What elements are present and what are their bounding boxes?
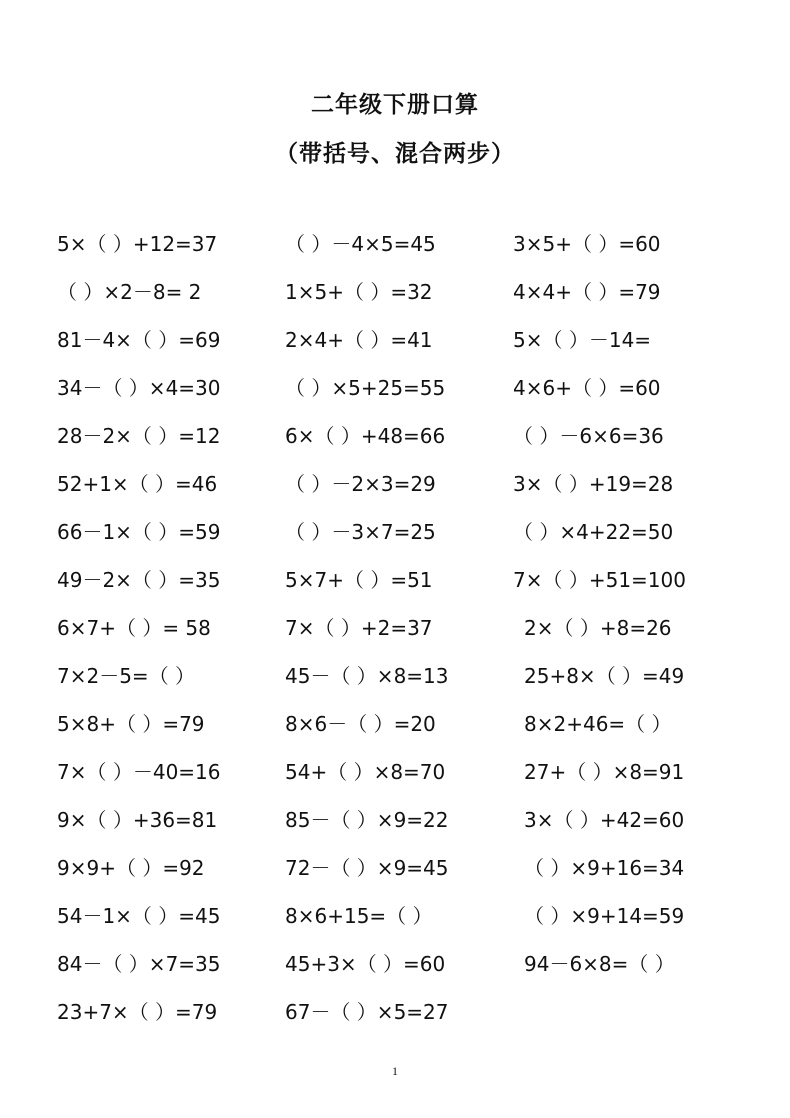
problem-row	[0, 227, 790, 275]
problem: 6×7+（ ）= 58	[57, 616, 211, 640]
problem: （ ）－2×3=29	[285, 472, 436, 496]
problem: 9×（ ）+36=81	[57, 808, 218, 832]
problem: 23+7×（ ）=79	[57, 1000, 218, 1024]
problem: （ ）×9+14=59	[524, 904, 685, 928]
problem: 27+（ ）×8=91	[524, 760, 685, 784]
problem: （ ）－3×7=25	[285, 520, 436, 544]
problem-row	[0, 899, 790, 947]
problem: 52+1×（ ）=46	[57, 472, 218, 496]
problem: （ ）×2－8= 2	[57, 280, 202, 304]
problem: 9×9+（ ）=92	[57, 856, 205, 880]
problem: 2×4+（ ）=41	[285, 328, 433, 352]
problem: 3×5+（ ）=60	[513, 232, 661, 256]
problem: 2×（ ）+8=26	[524, 616, 672, 640]
problem: 5×7+（ ）=51	[285, 568, 433, 592]
page-number: 1	[392, 1064, 398, 1078]
problem: （ ）×9+16=34	[524, 856, 685, 880]
problem: 8×2+46=（ ）	[524, 712, 672, 736]
problem: 8×6+15=（ ）	[285, 904, 433, 928]
problem: 7×（ ）+51=100	[513, 568, 686, 592]
problem: （ ）×5+25=55	[285, 376, 446, 400]
problem-grid	[0, 227, 790, 1043]
problem: 5×（ ）+12=37	[57, 232, 218, 256]
problem: 66－1×（ ）=59	[57, 520, 221, 544]
problem-row	[0, 947, 790, 995]
problem-row	[0, 755, 790, 803]
problem-row	[0, 275, 790, 323]
problem: 85－（ ）×9=22	[285, 808, 449, 832]
problem-row	[0, 563, 790, 611]
problem: 81－4×（ ）=69	[57, 328, 221, 352]
problem: 94－6×8=（ ）	[524, 952, 675, 976]
problem: （ ）×4+22=50	[513, 520, 674, 544]
worksheet-subtitle: （带括号、混合两步）	[275, 141, 515, 167]
problem: 54－1×（ ）=45	[57, 904, 221, 928]
problem: 67－（ ）×5=27	[285, 1000, 449, 1024]
problem: 6×（ ）+48=66	[285, 424, 446, 448]
problem-row	[0, 611, 790, 659]
problem: 72－（ ）×9=45	[285, 856, 449, 880]
problem-row	[0, 419, 790, 467]
problem: 3×（ ）+19=28	[513, 472, 674, 496]
problem: 1×5+（ ）=32	[285, 280, 433, 304]
problem: 34－（ ）×4=30	[57, 376, 221, 400]
problem: 8×6－（ ）=20	[285, 712, 436, 736]
problem: 54+（ ）×8=70	[285, 760, 446, 784]
problem: 84－（ ）×7=35	[57, 952, 221, 976]
problem-row	[0, 515, 790, 563]
problem: （ ）－6×6=36	[513, 424, 664, 448]
problem-row	[0, 851, 790, 899]
problem: 3×（ ）+42=60	[524, 808, 685, 832]
problem: 28－2×（ ）=12	[57, 424, 221, 448]
problem-row	[0, 803, 790, 851]
problem: 25+8×（ ）=49	[524, 664, 685, 688]
problem: 7×（ ）－40=16	[57, 760, 221, 784]
problem: 7×2－5=（ ）	[57, 664, 196, 688]
problem-row	[0, 323, 790, 371]
problem-row	[0, 707, 790, 755]
problem: 45－（ ）×8=13	[285, 664, 449, 688]
problem: 4×6+（ ）=60	[513, 376, 661, 400]
worksheet-title: 二年级下册口算	[311, 92, 479, 118]
problem: 5×8+（ ）=79	[57, 712, 205, 736]
problem-row	[0, 467, 790, 515]
problem: 4×4+（ ）=79	[513, 280, 661, 304]
problem-row	[0, 371, 790, 419]
problem-row	[0, 995, 790, 1043]
problem-row	[0, 659, 790, 707]
problem: 7×（ ）+2=37	[285, 616, 433, 640]
problem: 49－2×（ ）=35	[57, 568, 221, 592]
problem: （ ）－4×5=45	[285, 232, 436, 256]
problem: 45+3×（ ）=60	[285, 952, 446, 976]
problem: 5×（ ）－14=	[513, 328, 652, 352]
